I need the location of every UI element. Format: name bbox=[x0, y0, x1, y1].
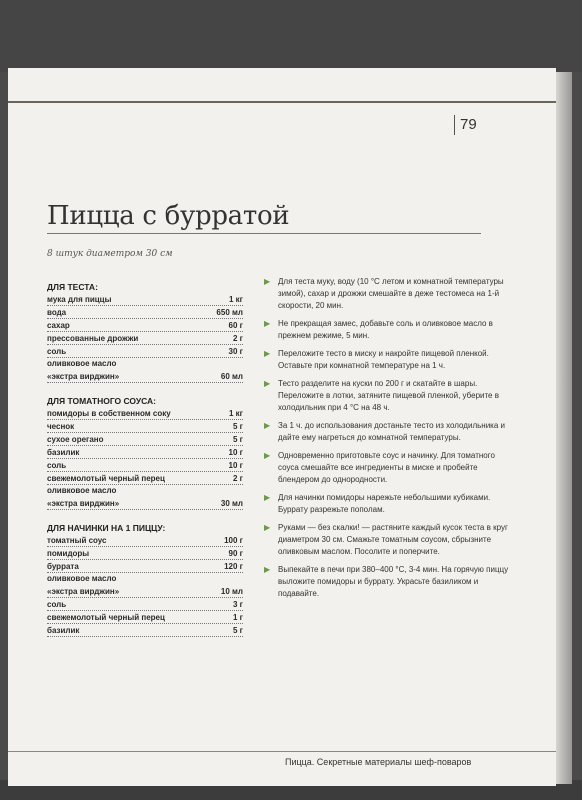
bullet-arrow-icon: ▶ bbox=[264, 277, 271, 286]
ingredient-quantity: 30 г bbox=[228, 347, 243, 356]
ingredient-name: сахар bbox=[47, 321, 70, 330]
ingredient-name: сухое орегано bbox=[47, 435, 104, 444]
ingredient-name: свежемолотый черный перец bbox=[47, 613, 165, 622]
method-step-text: Для теста муку, воду (10 °C летом и комнатной температуры зимой), сахар и дрожжи смешайте в деже тестомеса на 1-й скорости, 20 мин. bbox=[278, 277, 504, 310]
title-rule bbox=[47, 233, 481, 234]
ingredient-row bbox=[47, 485, 243, 497]
ingredient-quantity: 10 г bbox=[228, 461, 243, 470]
ingredient-name: оливковое масло bbox=[47, 486, 117, 495]
ingredient-name: помидоры в собственном соку bbox=[47, 409, 171, 418]
method-step-text: Одновременно приготовьте соус и начинку. Для томатного соуса смешайте все ингредиенты в миске и пробейте блендером до однородности. bbox=[278, 451, 495, 484]
method-step-text: Для начинки помидоры нарежьте небольшими кубиками. Буррату разрежьте пополам. bbox=[278, 493, 491, 514]
ingredient-row bbox=[47, 497, 243, 510]
ingredient-row bbox=[47, 293, 243, 306]
ingredient-row bbox=[47, 547, 243, 560]
footer-rule bbox=[8, 751, 556, 752]
method-step bbox=[264, 564, 514, 600]
ingredient-name: соль bbox=[47, 461, 67, 470]
method-step bbox=[264, 318, 514, 342]
recipe-yield: 8 штук диаметром 30 см bbox=[47, 249, 173, 259]
ingredient-section-heading: ДЛЯ НАЧИНКИ НА 1 ПИЦЦУ: bbox=[47, 523, 166, 533]
ingredient-quantity: 5 г bbox=[232, 626, 243, 635]
page-number-divider bbox=[454, 115, 455, 135]
ingredient-quantity: 650 мл bbox=[216, 308, 243, 317]
ingredient-row bbox=[47, 358, 243, 370]
ingredient-quantity: 90 г bbox=[228, 549, 243, 558]
method-step-text: Переложите тесто в миску и накройте пищевой пленкой. Оставьте при комнатной температуре на 1 ч. bbox=[278, 349, 489, 370]
method-step bbox=[264, 378, 514, 414]
ingredient-row bbox=[47, 624, 243, 637]
ingredient-name: базилик bbox=[47, 448, 80, 457]
ingredient-name: мука для пиццы bbox=[47, 295, 112, 304]
ingredient-section-heading: ДЛЯ ТОМАТНОГО СОУСА: bbox=[47, 396, 157, 406]
ingredient-quantity: 2 г bbox=[232, 474, 243, 483]
bullet-arrow-icon: ▶ bbox=[264, 523, 271, 532]
ingredient-row bbox=[47, 345, 243, 358]
method-step bbox=[264, 276, 514, 312]
ingredient-row bbox=[47, 598, 243, 611]
ingredient-name: томатный соус bbox=[47, 536, 107, 545]
method-step bbox=[264, 522, 514, 558]
bullet-arrow-icon: ▶ bbox=[264, 319, 271, 328]
ingredient-section-heading: ДЛЯ ТЕСТА: bbox=[47, 282, 98, 292]
ingredient-row bbox=[47, 370, 243, 383]
method-step-text: Выпекайте в печи при 380–400 °C, 3-4 мин. На горячую пиццу выложите помидоры и буррату. Украсьте базиликом и подавайте. bbox=[278, 565, 509, 598]
ingredient-quantity: 3 г bbox=[232, 600, 243, 609]
method-step-text: Тесто разделите на куски по 200 г и скатайте в шары. Переложите в лотки, затяните пищевой пленкой, уберите в холодильник при 4 °C на 48 ч. bbox=[278, 379, 499, 412]
book-page bbox=[8, 68, 556, 786]
ingredient-row bbox=[47, 407, 243, 420]
ingredient-row bbox=[47, 459, 243, 472]
bullet-arrow-icon: ▶ bbox=[264, 421, 271, 430]
ingredient-name: «экстра вирджин» bbox=[47, 587, 120, 596]
ingredient-quantity: 10 г bbox=[228, 448, 243, 457]
ingredient-name: оливковое масло bbox=[47, 359, 117, 368]
ingredient-row bbox=[47, 534, 243, 547]
bullet-arrow-icon: ▶ bbox=[264, 349, 271, 358]
ingredient-name: оливковое масло bbox=[47, 574, 117, 583]
method-step bbox=[264, 420, 514, 444]
ingredient-quantity: 30 мл bbox=[220, 499, 243, 508]
scan-background-top bbox=[0, 0, 582, 72]
method-step-text: За 1 ч. до использования достаньте тесто из холодильника и дайте ему нагреться до комнатной температуры. bbox=[278, 421, 505, 442]
ingredient-row bbox=[47, 472, 243, 485]
bullet-arrow-icon: ▶ bbox=[264, 451, 271, 460]
ingredient-quantity: 60 мл bbox=[220, 372, 243, 381]
page-number: 79 bbox=[460, 116, 477, 133]
ingredient-row bbox=[47, 560, 243, 573]
ingredient-name: «экстра вирджин» bbox=[47, 372, 120, 381]
ingredient-quantity: 5 г bbox=[232, 435, 243, 444]
bullet-arrow-icon: ▶ bbox=[264, 493, 271, 502]
ingredient-name: базилик bbox=[47, 626, 80, 635]
method-step bbox=[264, 348, 514, 372]
ingredient-quantity: 1 кг bbox=[228, 409, 243, 418]
bullet-arrow-icon: ▶ bbox=[264, 379, 271, 388]
ingredient-name: прессованные дрожжи bbox=[47, 334, 139, 343]
ingredient-name: помидоры bbox=[47, 549, 90, 558]
ingredient-row bbox=[47, 573, 243, 585]
ingredient-name: соль bbox=[47, 600, 67, 609]
ingredient-row bbox=[47, 433, 243, 446]
ingredients-list bbox=[47, 281, 243, 637]
ingredient-name: свежемолотый черный перец bbox=[47, 474, 165, 483]
ingredient-quantity: 120 г bbox=[224, 562, 243, 571]
ingredient-quantity: 1 г bbox=[232, 613, 243, 622]
ingredient-name: вода bbox=[47, 308, 67, 317]
ingredient-quantity: 1 кг bbox=[228, 295, 243, 304]
method-step-text: Руками — без скалки! — растяните каждый кусок теста в круг диаметром 30 см. Смажьте томатным соусом, сбрызните оливковым маслом. Посолите и поперчите. bbox=[278, 523, 508, 556]
ingredient-row bbox=[47, 446, 243, 459]
recipe-title: Пицца с бурратой bbox=[47, 201, 290, 231]
ingredient-row bbox=[47, 332, 243, 345]
ingredient-row bbox=[47, 306, 243, 319]
method-step bbox=[264, 450, 514, 486]
running-footer: Пицца. Секретные материалы шеф-поваров bbox=[285, 757, 472, 767]
bullet-arrow-icon: ▶ bbox=[264, 565, 271, 574]
method-step bbox=[264, 492, 514, 516]
ingredient-quantity: 2 г bbox=[232, 334, 243, 343]
ingredient-quantity: 5 г bbox=[232, 422, 243, 431]
ingredient-row bbox=[47, 319, 243, 332]
ingredient-row bbox=[47, 611, 243, 624]
ingredient-name: соль bbox=[47, 347, 67, 356]
method-steps bbox=[264, 276, 514, 606]
section-gap bbox=[47, 510, 243, 522]
ingredient-quantity: 10 мл bbox=[220, 587, 243, 596]
ingredient-quantity: 100 г bbox=[224, 536, 243, 545]
section-gap bbox=[47, 383, 243, 395]
ingredient-name: буррата bbox=[47, 562, 79, 571]
ingredient-row bbox=[47, 585, 243, 598]
ingredient-name: «экстра вирджин» bbox=[47, 499, 120, 508]
ingredient-quantity: 60 г bbox=[228, 321, 243, 330]
page-edge bbox=[556, 72, 572, 784]
header-rule bbox=[8, 101, 556, 103]
method-step-text: Не прекращая замес, добавьте соль и оливковое масло в прежнем режиме, 5 мин. bbox=[278, 319, 493, 340]
ingredient-row bbox=[47, 420, 243, 433]
ingredient-name: чеснок bbox=[47, 422, 75, 431]
